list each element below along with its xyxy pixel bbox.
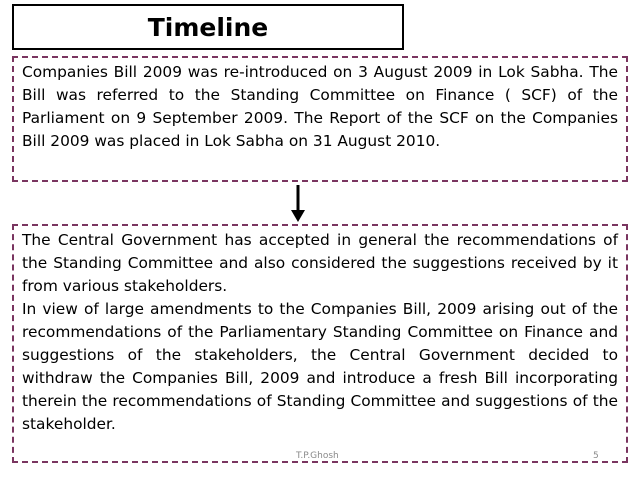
footer-author: T.P.Ghosh (296, 451, 339, 461)
acceptance-paragraph: The Central Government has accepted in general the recommendations of the Standing Committee and also considered the suggestions received by it from various stakeholders. (22, 231, 618, 295)
slide-title (12, 4, 404, 50)
slide-title-text: Timeline (147, 12, 269, 42)
withdrawal-paragraph: In view of large amendments to the Companies Bill, 2009 arising out of the recommendations of the Parliamentary Standing Committee on Finance and suggestions of the stakeholders, the Central Government decided to withdraw the Companies Bill, 2009 and introduce a fresh Bill incorporating therein the recommendations of Standing Committee and suggestions of the stakeholder. (22, 300, 618, 433)
down-arrow-icon (286, 183, 310, 223)
intro-text-box (12, 56, 628, 182)
page-number: 5 (593, 451, 599, 461)
decision-text-box (12, 224, 628, 463)
intro-paragraph: Companies Bill 2009 was re-introduced on 3 August 2009 in Lok Sabha. The Bill was referred to the Standing Committee on Finance ( SCF) of the Parliament on 9 September 2009. The Report of the SCF on the Companies Bill 2009 was placed in Lok Sabha on 31 August 2010. (22, 63, 618, 150)
